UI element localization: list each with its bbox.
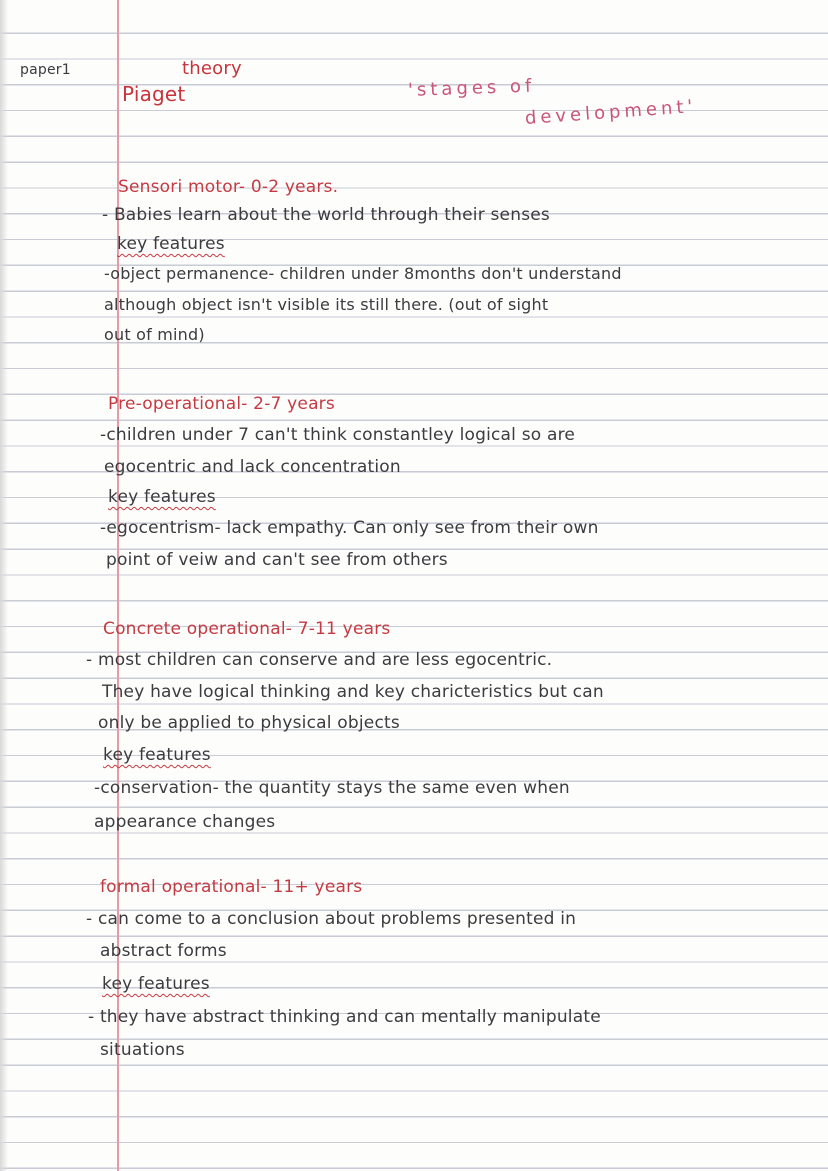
section-heading-preoperational: Pre-operational- 2-7 years — [108, 394, 335, 414]
page-edge-shadow — [0, 0, 8, 1171]
section-heading-formal-operational: formal operational- 11+ years — [100, 877, 363, 897]
section-line: egocentric and lack concentration — [104, 457, 401, 477]
section-line: They have logical thinking and key charicteristics but can — [102, 682, 604, 702]
key-feature-line: appearance changes — [94, 812, 276, 832]
margin-line — [117, 0, 119, 1171]
key-features-label: key features — [108, 487, 216, 507]
section-line: - most children can conserve and are less egocentric. — [86, 650, 553, 670]
section-heading-sensorimotor: Sensori motor- 0-2 years. — [118, 177, 339, 197]
key-feature-line: point of veiw and can't see from others — [106, 550, 448, 570]
section-line: -children under 7 can't think constantley logical so are — [100, 425, 576, 445]
page-title-line1: 'stages of — [407, 75, 536, 101]
section-line: only be applied to physical objects — [98, 713, 400, 733]
key-features-label: key features — [103, 745, 211, 765]
key-feature-line: although object isn't visible its still there. (out of sight — [104, 295, 549, 314]
paper-label: paper1 — [20, 62, 71, 78]
section-line: abstract forms — [100, 941, 227, 961]
key-feature-line: - they have abstract thinking and can mentally manipulate — [88, 1007, 601, 1027]
page-title-line2: development' — [524, 96, 698, 129]
key-features-label: key features — [117, 234, 225, 254]
theory-label: theory — [182, 58, 242, 79]
theorist-name: Piaget — [122, 82, 186, 106]
key-feature-line: out of mind) — [104, 325, 205, 344]
section-heading-concrete-operational: Concrete operational- 7-11 years — [103, 619, 391, 639]
section-line: - Babies learn about the world through their senses — [102, 205, 550, 225]
key-feature-line: -conservation- the quantity stays the same even when — [94, 778, 570, 798]
key-features-label: key features — [102, 974, 210, 994]
section-line: - can come to a conclusion about problems presented in — [86, 909, 577, 929]
key-feature-line: situations — [100, 1040, 185, 1060]
key-feature-line: -egocentrism- lack empathy. Can only see from their own — [100, 518, 599, 538]
key-feature-line: -object permanence- children under 8months don't understand — [104, 264, 622, 283]
